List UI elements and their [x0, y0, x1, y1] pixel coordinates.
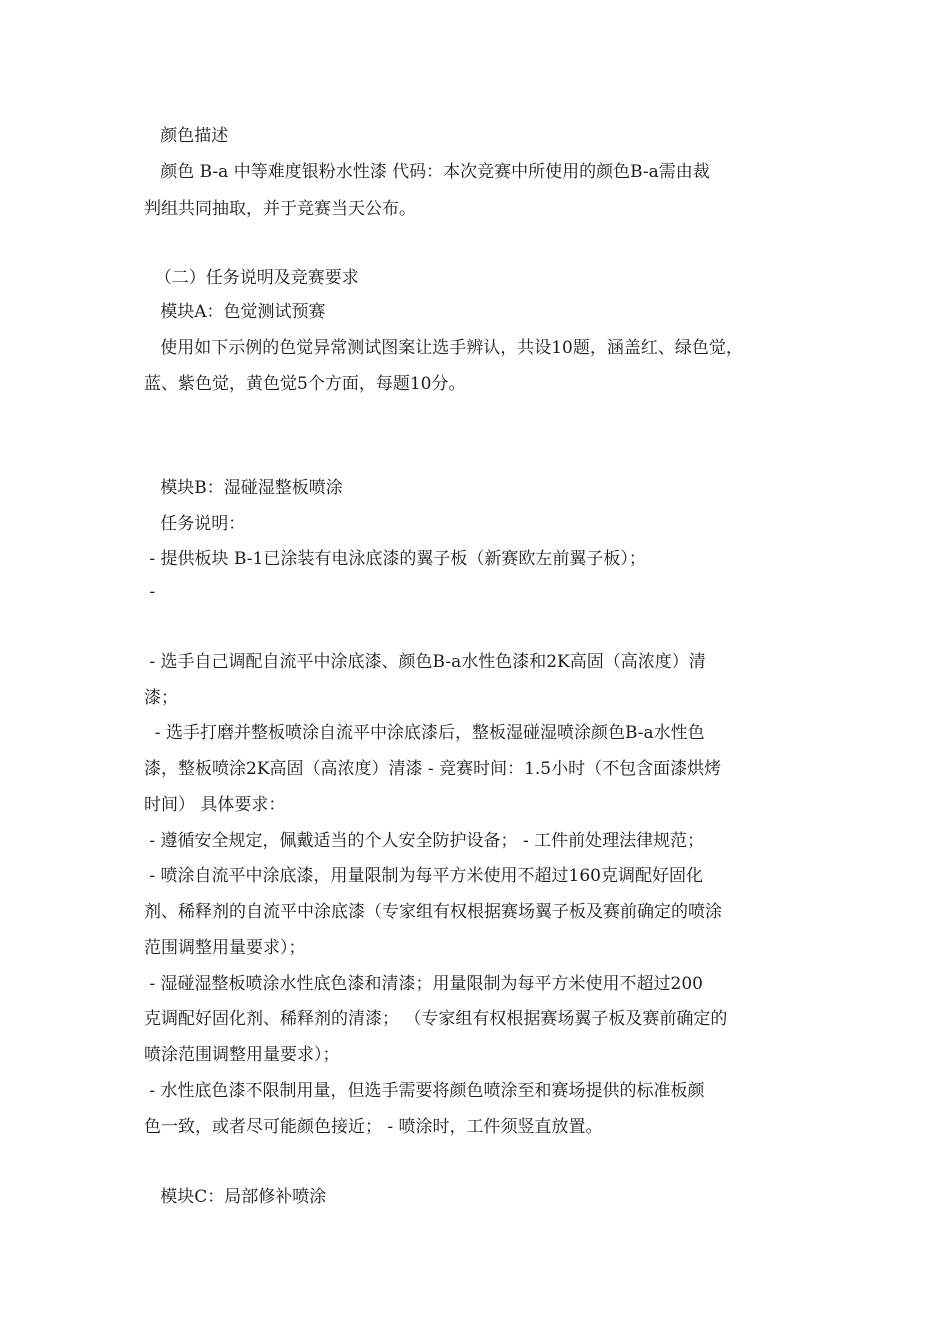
list-item-continued: 时间） 具体要求： [144, 795, 286, 815]
list-item-continued: 剂、稀释剂的自流平中涂底漆（专家组有权根据赛场翼子板及赛前确定的喷涂 [144, 902, 722, 922]
list-item: - 选手打磨并整板喷涂自流平中涂底漆后，整板湿碰湿喷涂颜色B-a水性色 [144, 723, 705, 743]
list-item-continued: 漆； [144, 688, 178, 708]
list-item-continued: 克调配好固化剂、稀释剂的清漆； （专家组有权根据赛场翼子板及赛前确定的 [144, 1009, 728, 1029]
heading-module-a: 模块A：色觉测试预赛 [144, 302, 326, 322]
list-item-continued: 喷涂范围调整用量要求）； [144, 1045, 340, 1065]
list-item-continued: 色一致，或者尽可能颜色接近； - 喷涂时，工件须竖直放置。 [144, 1117, 603, 1137]
list-item: - 喷涂自流平中涂底漆，用量限制为每平方米使用不超过160克调配好固化 [144, 866, 703, 886]
paragraph-line: 判组共同抽取，并于竞赛当天公布。 [144, 199, 416, 219]
list-item: - 提供板块 B-1已涂装有电泳底漆的翼子板（新赛欧左前翼子板）； [144, 549, 646, 569]
list-item: - 遵循安全规定，佩戴适当的个人安全防护设备； - 工件前处理法律规范； [144, 831, 705, 851]
list-item: - 水性底色漆不限制用量，但选手需要将颜色喷涂至和赛场提供的标准板颜 [144, 1081, 705, 1101]
subheading-task-description: 任务说明： [144, 514, 246, 534]
heading-module-b: 模块B：湿碰湿整板喷涂 [144, 478, 343, 498]
heading-module-c: 模块C：局部修补喷涂 [144, 1187, 327, 1207]
list-item-continued: 漆，整板喷涂2K高固（高浓度）清漆 - 竞赛时间：1.5小时（不包含面漆烘烤 [144, 759, 722, 779]
list-item: - [144, 582, 156, 602]
list-item: - 湿碰湿整板喷涂水性底色漆和清漆；用量限制为每平方米使用不超过200 [144, 974, 703, 994]
list-item-continued: 范围调整用量要求）； [144, 938, 306, 958]
list-item: - 选手自己调配自流平中涂底漆、颜色B-a水性色漆和2K高固（高浓度）清 [144, 652, 706, 672]
paragraph-line: 蓝、紫色觉，黄色觉5个方面，每题10分。 [144, 374, 466, 394]
paragraph-line: 颜色 B-a 中等难度银粉水性漆 代码：本次竞赛中所使用的颜色B-a需由裁 [144, 162, 710, 182]
section-heading-tasks: （二）任务说明及竞赛要求 [144, 268, 359, 288]
paragraph-line: 使用如下示例的色觉异常测试图案让选手辨认，共设10题，涵盖红、绿色觉， [144, 338, 743, 358]
heading-color-description: 颜色描述 [144, 126, 229, 146]
